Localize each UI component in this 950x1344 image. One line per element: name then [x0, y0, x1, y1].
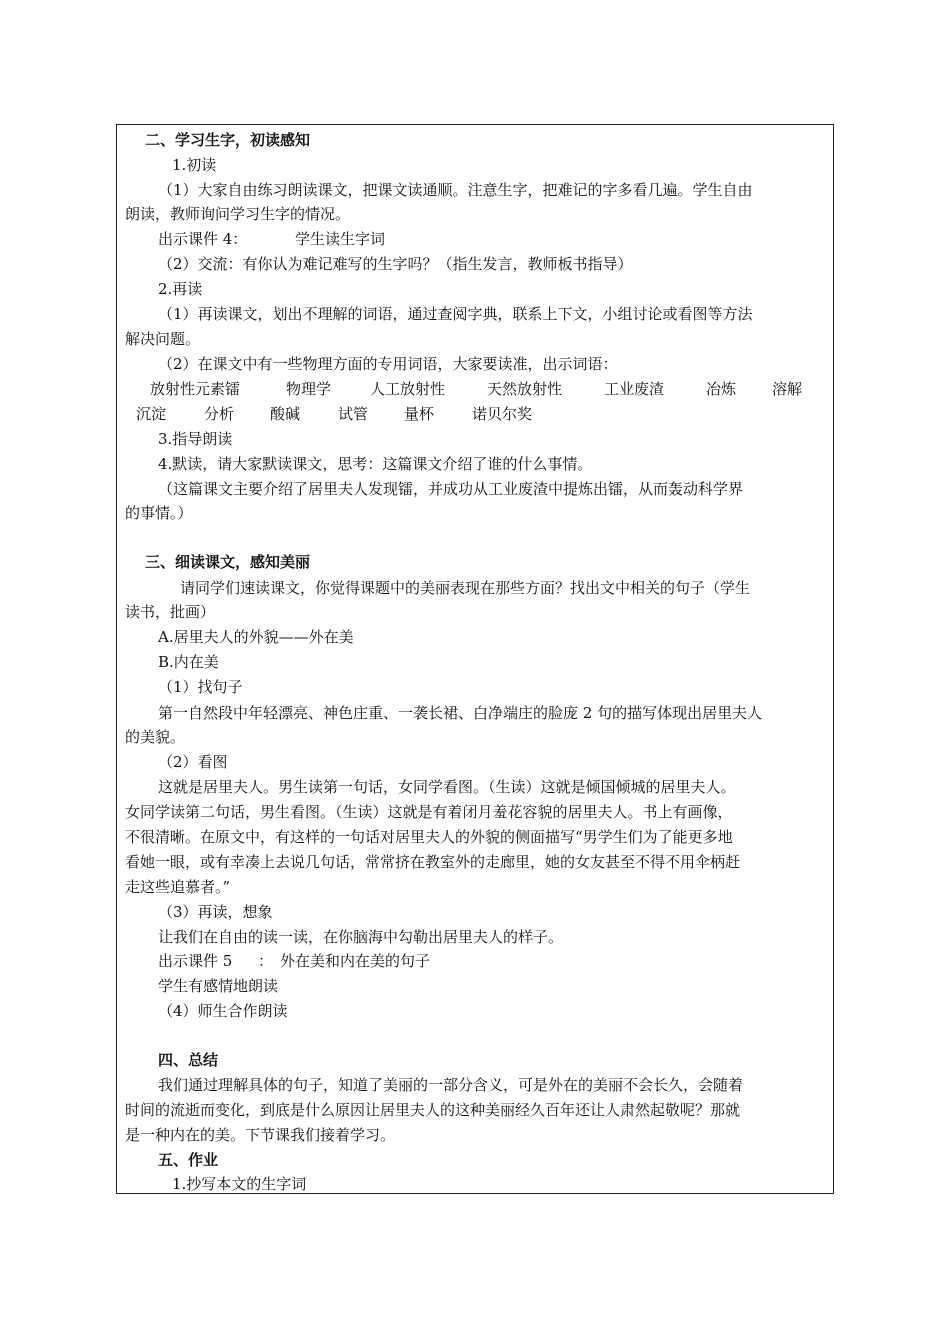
paragraph-line: 时间的流逝而变化，到底是什么原因让居里夫人的这种美丽经久百年还让人肃然起敬呢？那就	[125, 1101, 741, 1119]
term: 酸碱	[270, 405, 301, 423]
paragraph-line: 第一自然段中年轻漂亮、神色庄重、一袭长裙、白净端庄的脸庞 2 句的描写体现出居里夫人	[158, 704, 763, 722]
paragraph-line: 这就是居里夫人。男生读第一句话，女同学看图。（生读）这就是倾国倾城的居里夫人。	[158, 778, 736, 796]
subpoint-a: A.居里夫人的外貌——外在美	[158, 628, 354, 646]
step-silent-reading: 4.默读，请大家默读课文，思考：这篇课文介绍了谁的什么事情。	[158, 455, 593, 473]
paragraph-line: （2）交流：有你认为难记难写的生字吗？（指生发言，教师板书指导）	[158, 255, 633, 273]
paragraph-line: 女同学读第二句话，男生看图。（生读）这就是有着闭月羞花容貌的居里夫人。书上有画像，	[125, 803, 733, 821]
paragraph-line: 不很清晰。在原文中，有这样的一句话对居里夫人的外貌的侧面描写“男学生们为了能更多地	[125, 828, 733, 846]
step-cooperative-reading: （4）师生合作朗读	[158, 1002, 288, 1020]
term: 冶炼	[706, 380, 737, 398]
paragraph-line: 我们通过理解具体的句子，知道了美丽的一部分含义，可是外在的美丽不会长久，会随着	[158, 1076, 744, 1094]
step-find-sentences: （1）找句子	[158, 678, 243, 696]
courseware-5-label: 出示课件 5	[158, 952, 233, 970]
step-reread-imagine: （3）再读，想象	[158, 903, 273, 921]
paragraph-line: 解决问题。	[125, 330, 201, 348]
homework-item-1: 1.抄写本文的生字词	[172, 1175, 307, 1193]
paragraph-line: 是一种内在的美。下节课我们接着学习。	[125, 1126, 396, 1144]
paragraph-line: 请同学们速读课文，你觉得课题中的美丽表现在那些方面？找出文中相关的句子（学生	[180, 579, 751, 597]
term: 人工放射性	[370, 380, 446, 398]
step-guided-reading: 3.指导朗读	[158, 430, 233, 448]
term: 放射性元素镭	[150, 380, 241, 398]
paragraph-line: 的美貌。	[125, 728, 186, 746]
term: 试管	[338, 405, 369, 423]
paragraph-line: 走这些追慕者。”	[125, 878, 231, 896]
step-look-picture: （2）看图	[158, 753, 228, 771]
paragraph-line: 朗读，教师询问学习生字的情况。	[125, 205, 351, 223]
step-reread: 2.再读	[158, 280, 203, 298]
term: 沉淀	[136, 405, 167, 423]
section-heading-3: 三、细读课文，感知美丽	[145, 553, 311, 571]
term: 量杯	[404, 405, 435, 423]
paragraph-line: （2）在课文中有一些物理方面的专用词语，大家要读准，出示词语：	[158, 355, 618, 373]
term: 诺贝尔奖	[472, 405, 533, 423]
paragraph-line: 看她一眼，或有幸凑上去说几句话，常常挤在教室外的走廊里，她的女友甚至不得不用伞柄赶	[125, 853, 741, 871]
term: 物理学	[286, 380, 332, 398]
section-heading-5: 五、作业	[158, 1151, 219, 1169]
courseware-4-text: 学生读生字词	[295, 230, 386, 248]
paragraph-line: 让我们在自由的读一读，在你脑海中勾勒出居里夫人的样子。	[158, 928, 564, 946]
step-first-read: 1.初读	[172, 156, 217, 174]
term: 天然放射性	[487, 380, 563, 398]
paragraph-line: 的事情。）	[125, 504, 193, 522]
courseware-4-label: 出示课件 4：	[158, 230, 248, 248]
paragraph-line: （1）大家自由练习朗读课文，把课文读通顺。注意生字，把难记的字多看几遍。学生自由	[158, 181, 753, 199]
section-heading-4: 四、总结	[158, 1051, 219, 1069]
subpoint-b: B.内在美	[158, 653, 219, 671]
section-heading-2: 二、学习生字，初读感知	[145, 131, 311, 149]
term: 工业废渣	[604, 380, 665, 398]
paragraph-line: 学生有感情地朗读	[158, 977, 279, 995]
paragraph-line: （1）再读课文，划出不理解的词语，通过查阅字典，联系上下文，小组讨论或看图等方法	[158, 305, 753, 323]
paragraph-line: （这篇课文主要介绍了居里夫人发现镭，并成功从工业废渣中提炼出镭，从而轰动科学界	[158, 480, 744, 498]
courseware-5-text: 外在美和内在美的句子	[280, 952, 431, 970]
term: 溶解	[772, 380, 803, 398]
courseware-5-colon: ：	[258, 952, 274, 970]
lesson-plan-frame	[116, 124, 834, 1194]
paragraph-line: 读书，批画）	[125, 603, 216, 621]
term: 分析	[204, 405, 235, 423]
